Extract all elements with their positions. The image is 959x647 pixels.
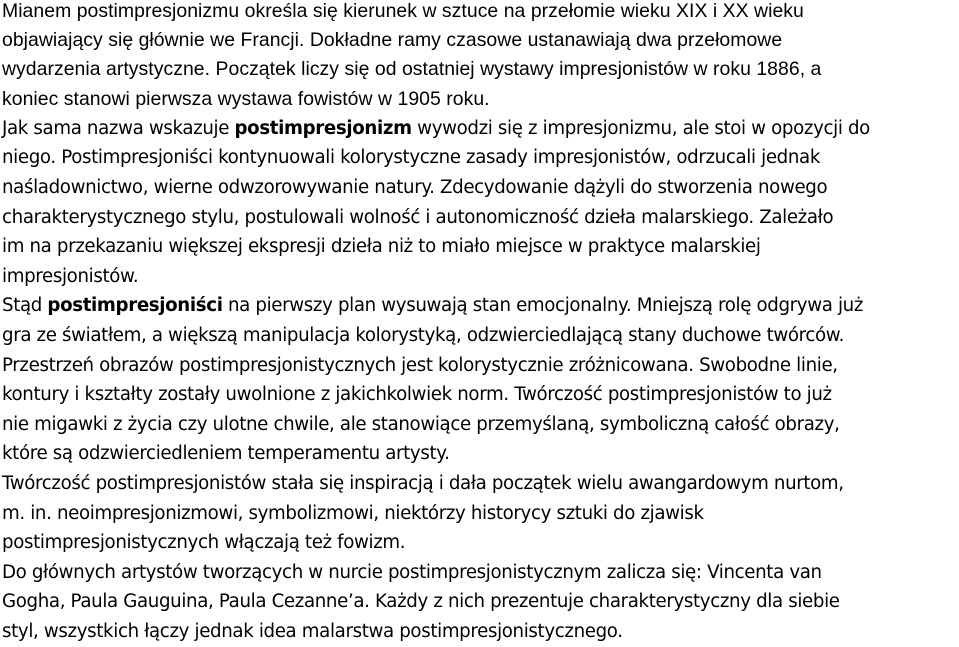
text-line: impresjonistów. bbox=[2, 265, 139, 287]
text-line: które są odzwierciedleniem temperamentu artysty. bbox=[2, 443, 450, 465]
text-line: Gogha, Paula Gauguina, Paula Cezanne’a. Każdy z nich prezentuje charakterystyczny dla siebie bbox=[2, 591, 840, 613]
text-line bbox=[2, 114, 959, 144]
paragraph-name-origin bbox=[2, 114, 959, 292]
text-line: Twórczość postimpresjonistów stała się inspiracją i dała początek wielu awangardowym nurtom, bbox=[2, 472, 844, 494]
bold-term: postimpresjoniści bbox=[47, 295, 223, 317]
text-line: wydarzenia artystyczne. Początek liczy się od ostatniej wystawy impresjonistów w roku 1886, a bbox=[2, 58, 822, 81]
text-run: Jak sama nazwa wskazuje bbox=[2, 117, 235, 139]
text-line: objawiający się głównie we Francji. Dokładne ramy czasowe ustanawiają dwa przełomowe bbox=[2, 29, 783, 52]
bold-term: postimpresjonizm bbox=[234, 117, 412, 139]
paragraph-intro bbox=[2, 0, 959, 114]
text-line: koniec stanowi pierwsza wystawa fowistów w 1905 roku. bbox=[2, 87, 490, 110]
paragraph-artists bbox=[2, 558, 959, 647]
text-line: charakterystycznego stylu, postulowali wolność i autonomiczność dzieła malarskiego. Zależało bbox=[2, 206, 834, 228]
text-line: m. in. neoimpresjonizmowi, symbolizmowi, niektórzy historycy sztuki do zjawisk bbox=[2, 502, 704, 524]
text-line: kontury i kształty zostały uwolnione z jakichkolwiek norm. Twórczość postimpresjonistów to już bbox=[2, 384, 832, 406]
text-line: nie migawki z życia czy ulotne chwile, ale stanowiące przemyślaną, symboliczną całość obrazy, bbox=[2, 413, 840, 435]
text-line: im na przekazaniu większej ekspresji dzieła niż to miało miejsce w praktyce malarskiej bbox=[2, 236, 761, 258]
text-run: Stąd bbox=[2, 295, 48, 317]
text-line: gra ze światłem, a większą manipulacja kolorystyką, odzwierciedlającą stany duchowe twórców. bbox=[2, 324, 845, 346]
paragraph-influence bbox=[2, 469, 959, 558]
text-line: postimpresjonistycznych włączają też fowizm. bbox=[2, 532, 406, 554]
text-line: styl, wszystkich łączy jednak idea malarstwa postimpresjonistycznego. bbox=[2, 620, 623, 642]
text-line bbox=[2, 291, 959, 321]
text-line: Mianem postimpresjonizmu określa się kierunek w sztuce na przełomie wieku XIX i XX wieku bbox=[2, 0, 804, 22]
text-line: niego. Postimpresjoniści kontynuowali kolorystyczne zasady impresjonistów, odrzucali jednak bbox=[2, 147, 821, 169]
paragraph-emotion bbox=[2, 291, 959, 469]
text-line: Do głównych artystów tworzących w nurcie postimpresjonistycznym zalicza się: Vincenta van bbox=[2, 561, 822, 583]
text-line: Przestrzeń obrazów postimpresjonistycznych jest kolorystycznie zróżnicowana. Swobodne linie, bbox=[2, 354, 838, 376]
text-run: na pierwszy plan wysuwają stan emocjonalny. Mniejszą rolę odgrywa już bbox=[222, 295, 864, 317]
text-line: naśladownictwo, wierne odwzorowywanie natury. Zdecydowanie dążyli do stworzenia nowego bbox=[2, 177, 828, 198]
text-run: wywodzi się z impresjonizmu, ale stoi w opozycji do bbox=[411, 117, 870, 139]
